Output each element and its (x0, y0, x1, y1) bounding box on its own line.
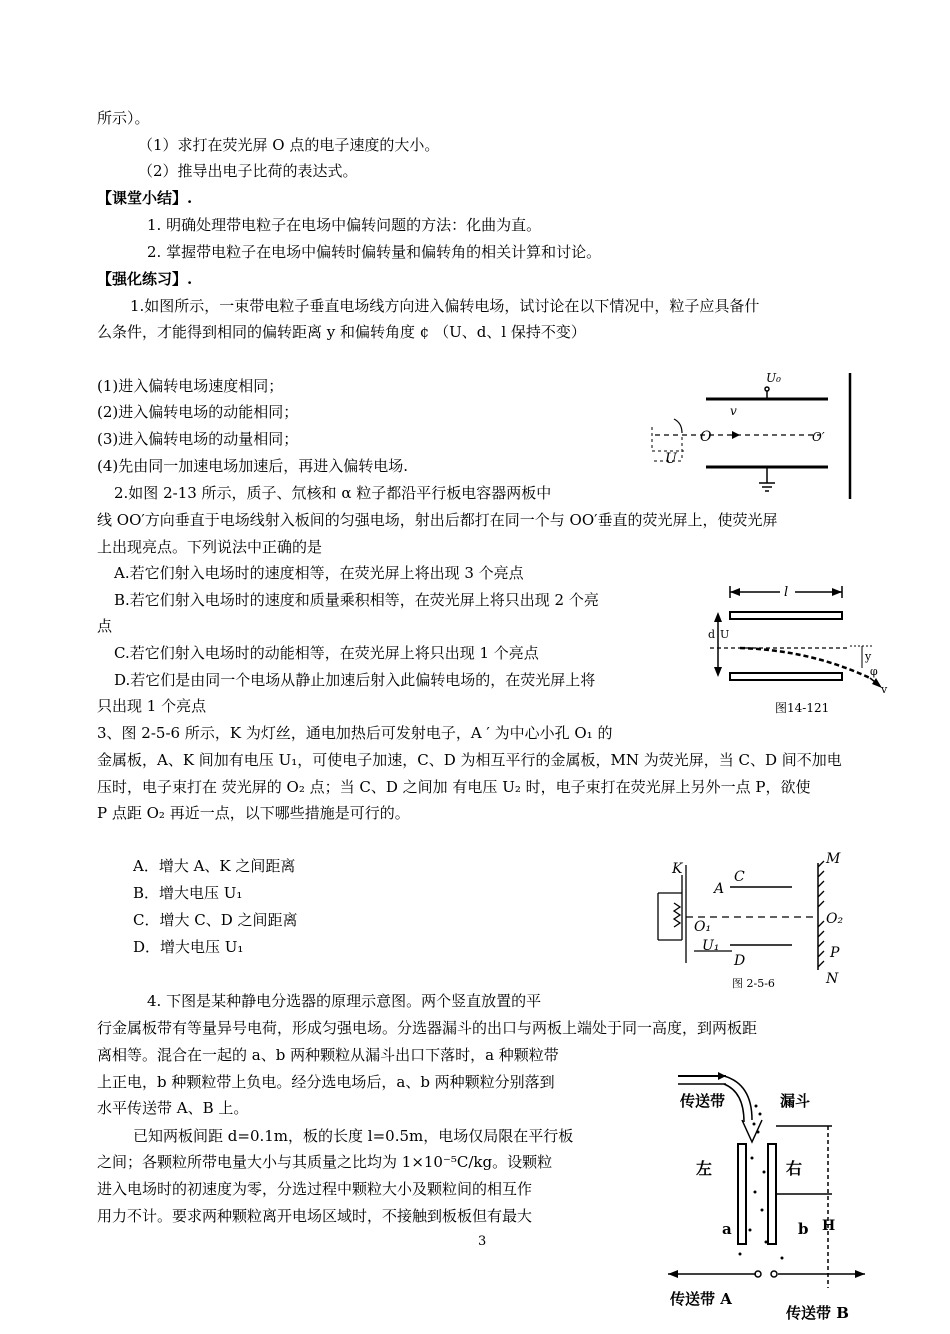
problem-4-text: 之间；各颗粒所带电量大小与其质量之比均为 1×10⁻⁵C/kg。设颗粒 (97, 1153, 553, 1171)
problem-3-option-d: D．增大电压 U₁ (133, 938, 244, 956)
section-heading-practice: 【强化练习】. (97, 270, 193, 288)
problem-3-text: 压时，电子束打在 荧光屏的 O₂ 点；当 C、D 之间加 有电压 U₂ 时，电子束打在荧光屏上另外一点 P，欲使 (97, 778, 811, 796)
question-part-1: （1）求打在荧光屏 O 点的电子速度的大小。 (138, 136, 440, 154)
problem-4-text: 上正电，b 种颗粒带上负电。经分选电场后，a、b 两种颗粒分别落到 (97, 1073, 555, 1091)
electrostatic-separator-diagram (660, 1062, 885, 1330)
fig3-label-a: A (714, 881, 725, 897)
fig1-label-u: U (665, 451, 677, 467)
fig2-label-y: y (865, 650, 872, 663)
fig4-label-belt-a: 传送带 A (670, 1290, 732, 1308)
fig3-label-k: K (672, 861, 683, 877)
problem-1-option: (3)进入偏转电场的动量相同； (97, 430, 299, 448)
problem-2-option-b: B.若它们射入电场时的速度和质量乘积相等，在荧光屏上将只出现 2 个亮 (114, 591, 599, 609)
problem-1-text: 1.如图所示，一束带电粒子垂直电场线方向进入偏转电场，试讨论在以下情况中，粒子应具备什 (130, 297, 760, 315)
electron-beam-diagram (650, 845, 860, 990)
fig2-caption: 图14-121 (775, 701, 830, 715)
problem-4-text: 4. 下图是某种静电分选器的原理示意图。两个竖直放置的平 (147, 992, 542, 1010)
problem-4-text: 离相等。混合在一起的 a、b 两种颗粒从漏斗出口下落时，a 种颗粒带 (97, 1046, 559, 1064)
fig2-label-l: l (784, 585, 789, 600)
fig3-label-c: C (734, 869, 745, 885)
problem-1-option: (1)进入偏转电场速度相同； (97, 377, 284, 395)
problem-3-option-c: C．增大 C、D 之间距离 (133, 911, 298, 929)
fig4-label-funnel: 漏斗 (780, 1092, 811, 1110)
fig2-label-v: v (881, 683, 888, 696)
fig3-label-o2: O₂ (826, 911, 844, 927)
problem-2-option-d: 只出现 1 个亮点 (97, 697, 207, 715)
problem-4-text: 已知两板间距 d=0.1m，板的长度 l=0.5m，电场仅局限在平行板 (133, 1127, 574, 1145)
deflection-field-diagram (640, 365, 865, 505)
fig3-caption: 图 2-5-6 (732, 977, 775, 990)
problem-1-option: (4)先由同一加速电场加速后，再进入偏转电场. (97, 457, 409, 475)
section-heading-summary: 【课堂小结】. (97, 189, 193, 207)
fig4-label-b: b (798, 1220, 809, 1238)
problem-2-option-c: C.若它们射入电场时的动能相等，在荧光屏上将只出现 1 个亮点 (114, 644, 539, 662)
problem-3-text: 金属板，A、K 间加有电压 U₁，可使电子加速，C、D 为相互平行的金属板，MN 为荧光屏，当 C、D 间不加电 (97, 751, 842, 769)
fig1-label-o: O (700, 429, 712, 445)
text-line: 所示）。 (97, 109, 150, 127)
fig3-label-u1: U₁ (702, 938, 720, 954)
problem-2-option-b: 点 (97, 617, 113, 635)
problem-2-text: 线 OO′方向垂直于电场线射入板间的匀强电场，射出后都打在同一个与 OO′垂直的荧光屏上，使荧光屏 (97, 511, 778, 529)
problem-2-text: 上出现亮点。下列说法中正确的是 (97, 538, 323, 556)
fig2-label-phi: φ (870, 665, 878, 678)
summary-item-1: 1. 明确处理带电粒子在电场中偏转问题的方法：化曲为直。 (147, 216, 542, 234)
fig3-label-m: M (826, 851, 841, 867)
problem-2-option-a: A.若它们射入电场时的速度相等，在荧光屏上将出现 3 个亮点 (114, 564, 524, 582)
page-number: 3 (478, 1234, 487, 1249)
fig4-label-left: 左 (696, 1159, 713, 1178)
fig1-label-v: v (730, 404, 737, 418)
fig4-label-belt: 传送带 (680, 1092, 726, 1110)
fig1-label-u0: U₀ (766, 371, 781, 385)
problem-3-option-a: A．增大 A、K 之间距离 (133, 857, 296, 875)
fig3-label-p: P (830, 945, 840, 961)
fig3-label-o1: O₁ (694, 919, 712, 935)
problem-4-text: 用力不计。要求两种颗粒离开电场区域时，不接触到板板但有最大 (97, 1207, 533, 1225)
problem-1-option: (2)进入偏转电场的动能相同； (97, 403, 299, 421)
problem-2-text: 2.如图 2-13 所示，质子、氘核和 α 粒子都沿平行板电容器两板中 (114, 484, 552, 502)
fig2-label-d: d (708, 628, 716, 641)
problem-2-option-d: D.若它们是由同一个电场从静止加速后射入此偏转电场的，在荧光屏上将 (114, 671, 596, 689)
problem-3-option-b: B．增大电压 U₁ (133, 884, 243, 902)
fig1-label-o-prime: O′ (812, 430, 825, 444)
fig4-label-right: 右 (786, 1159, 803, 1178)
fig3-label-n: N (826, 971, 839, 987)
fig4-label-a: a (722, 1220, 732, 1238)
summary-item-2: 2. 掌握带电粒子在电场中偏转时偏转量和偏转角的相关计算和讨论。 (147, 243, 602, 261)
problem-4-text: 水平传送带 A、B 上。 (97, 1099, 249, 1117)
fig4-label-belt-b: 传送带 B (786, 1304, 849, 1322)
problem-4-text: 进入电场时的初速度为零，分选过程中颗粒大小及颗粒间的相互作 (97, 1180, 533, 1198)
question-part-2: （2）推导出电子比荷的表达式。 (138, 162, 358, 180)
fig3-label-d: D (734, 953, 746, 969)
problem-3-text: P 点距 O₂ 再近一点，以下哪些措施是可行的。 (97, 804, 410, 822)
problem-4-text: 行金属板带有等量异号电荷，形成匀强电场。分选器漏斗的出口与两板上端处于同一高度，到两板距 (97, 1019, 758, 1037)
fig4-label-h: H (822, 1218, 836, 1234)
fig2-label-u: U (720, 628, 730, 641)
problem-1-text: 么条件，才能得到相同的偏转距离 y 和偏转角度 ¢ （U、d、l 保持不变） (97, 323, 586, 341)
problem-3-text: 3、图 2-5-6 所示，K 为灯丝，通电加热后可发射电子，A ′ 为中心小孔 O₁ 的 (97, 724, 613, 742)
deflection-trajectory-diagram (700, 578, 895, 718)
